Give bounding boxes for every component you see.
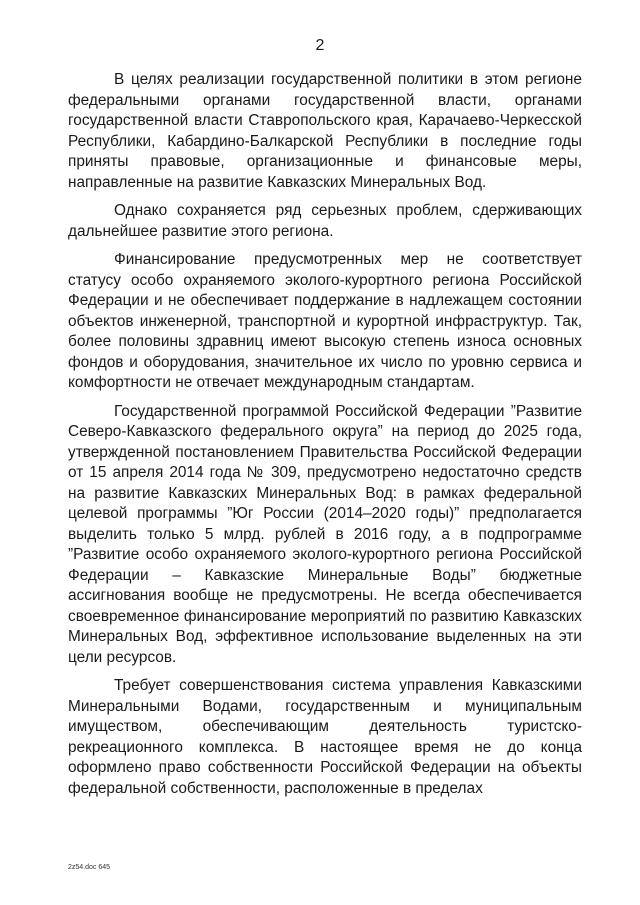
document-body	[68, 70, 582, 807]
paragraph-financing: Финансирование предусмотренных мер не соответствует статусу особо охраняемого эколого-курортного региона Российской Федерации и не обеспечивает поддержание в надлежащем состоянии объектов инженерной, транспортной и курортной инфраструктур. Так, более половины здравниц имеют высокую степень износа основных фондов и оборудования, значительное их число по уровню сервиса и комфортности не отвечает международным стандартам.	[68, 251, 582, 391]
paragraph-management: Требует совершенствования система управления Кавказскими Минеральными Водами, государственным и муниципальным имуществом, обеспечивающим деятельность туристско-рекреационного комплекса. В настоящее время не до конца оформлено право собственности Российской Федерации на объекты федеральной собственности, расположенные в пределах	[68, 677, 582, 797]
page-number: 2	[315, 37, 325, 54]
paragraph-problems: Однако сохраняется ряд серьезных проблем, сдерживающих дальнейшее развитие этого региона.	[68, 202, 582, 240]
paragraph-state-program: Государственной программой Российской Федерации ”Развитие Северо-Кавказского федерального округа” на период до 2025 года, утвержденной постановлением Правительства Российской Федерации от 15 апреля 2014 года № 309, предусмотрено недостаточно средств на развитие Кавказских Минеральных Вод: в рамках федеральной целевой программы ”Юг России (2014–2020 годы)” предполагается выделить только 5 млрд. рублей в 2016 году, а в подпрограмме ”Развитие особо охраняемого эколого-курортного региона Российской Федерации – Кавказские Минеральные Воды” бюджетные ассигнования вообще не предусмотрены. Не всегда обеспечивается своевременное финансирование мероприятий по развитию Кавказских Минеральных Вод, эффективное использование выделенных на эти цели ресурсов.	[68, 402, 582, 666]
paragraph-policy-measures: В целях реализации государственной политики в этом регионе федеральными органами государственной власти, органами государственной власти Ставропольского края, Карачаево-Черкесской Республики, Кабардино-Балкарской Республики в последние годы приняты правовые, организационные и финансовые меры, направленные на развитие Кавказских Минеральных Вод.	[68, 71, 582, 191]
footer-document-code: 2z54.doc 645	[68, 864, 111, 871]
